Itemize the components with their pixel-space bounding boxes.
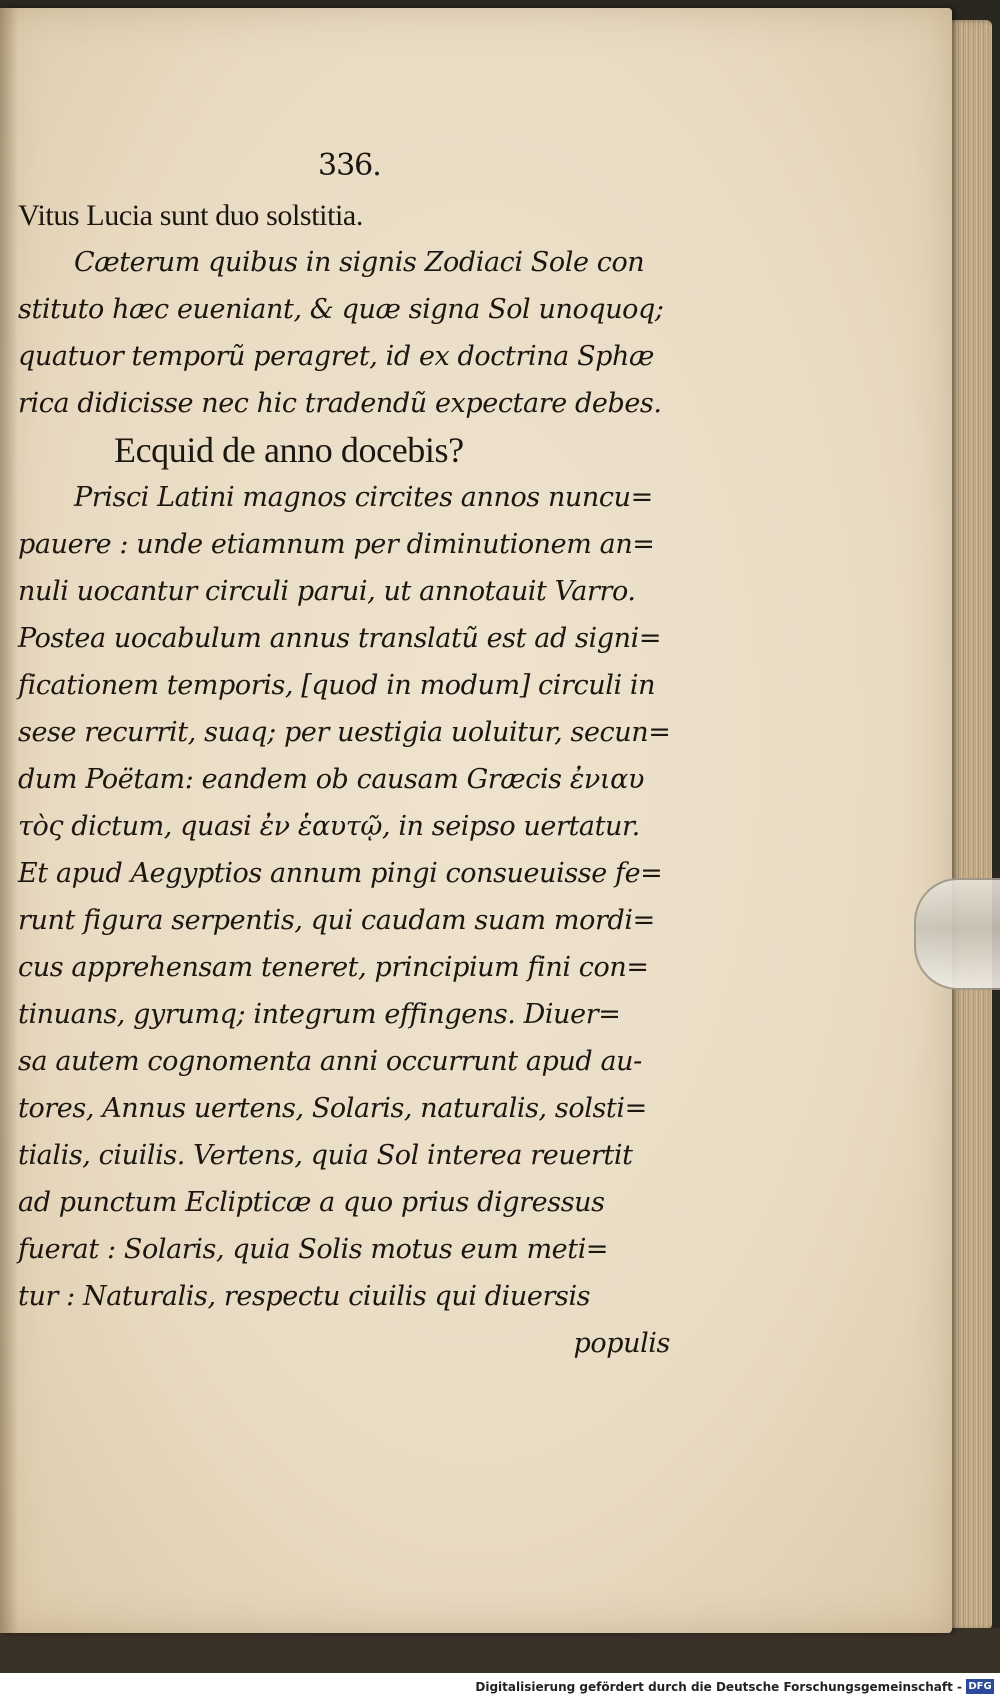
text-line: fuerat : Solaris, quia Solis motus eum meti=	[18, 1234, 609, 1265]
text-line: dum Poëtam: eandem ob causam Græcis ἐνιαυ	[18, 764, 644, 795]
text-line: ad punctum Eclipticæ a quo prius digressus	[18, 1187, 605, 1218]
text-line: nuli uocantur circuli parui, ut annotauit Varro.	[18, 576, 636, 607]
text-line: Cæterum quibus in signis Zodiaci Sole con	[74, 247, 645, 278]
text-line: Et apud Aegyptios annum pingi consueuisse fe=	[18, 858, 663, 889]
funding-credit: Digitalisierung gefördert durch die Deutsche Forschungsgemeinschaft -	[475, 1680, 962, 1694]
text-line: tialis, ciuilis. Vertens, quia Sol interea reuertit	[18, 1140, 633, 1171]
text-line: Vitus Lucia sunt duo solstitia.	[18, 199, 363, 232]
text-line: cus apprehensam teneret, principium fini con=	[18, 952, 649, 983]
section-heading: Ecquid de anno docebis?	[114, 430, 464, 470]
page-text	[18, 140, 678, 1367]
text-line: Prisci Latini magnos circites annos nuncu=	[74, 482, 653, 513]
text-line: ficationem temporis, [quod in modum] circuli in	[18, 670, 656, 701]
dfg-logo: DFG	[966, 1679, 994, 1694]
page-clip	[914, 878, 1000, 990]
page-number: 336.	[318, 148, 381, 183]
text-line: runt figura serpentis, qui caudam suam mordi=	[18, 905, 655, 936]
text-line: sa autem cognomenta anni occurrunt apud au-	[18, 1046, 642, 1077]
text-line: stituto hæc eueniant, & quæ signa Sol unoquoq;	[18, 294, 664, 325]
text-line: tinuans, gyrumq; integrum effingens. Diuer=	[18, 999, 621, 1030]
text-line: sese recurrit, suaq; per uestigia uoluitur, secun=	[18, 717, 671, 748]
text-line: τὸς dictum, quasi ἐν ἑαυτῷ, in seipso uertatur.	[18, 811, 640, 842]
text-line: pauere : unde etiamnum per diminutionem an=	[18, 529, 655, 560]
text-line: quatuor temporũ peragret, id ex doctrina Sphæ	[18, 341, 655, 372]
text-line: Postea uocabulum annus translatũ est ad signi=	[18, 623, 662, 654]
text-line: tores, Annus uertens, Solaris, naturalis, solsti=	[18, 1093, 647, 1124]
catchword: populis	[573, 1328, 670, 1359]
text-line: rica didicisse nec hic tradendũ expectare debes.	[18, 388, 662, 419]
book-cover-edge	[0, 1628, 1000, 1673]
text-line: tur : Naturalis, respectu ciuilis qui diuersis	[18, 1281, 591, 1312]
gutter-shadow	[0, 8, 18, 1633]
